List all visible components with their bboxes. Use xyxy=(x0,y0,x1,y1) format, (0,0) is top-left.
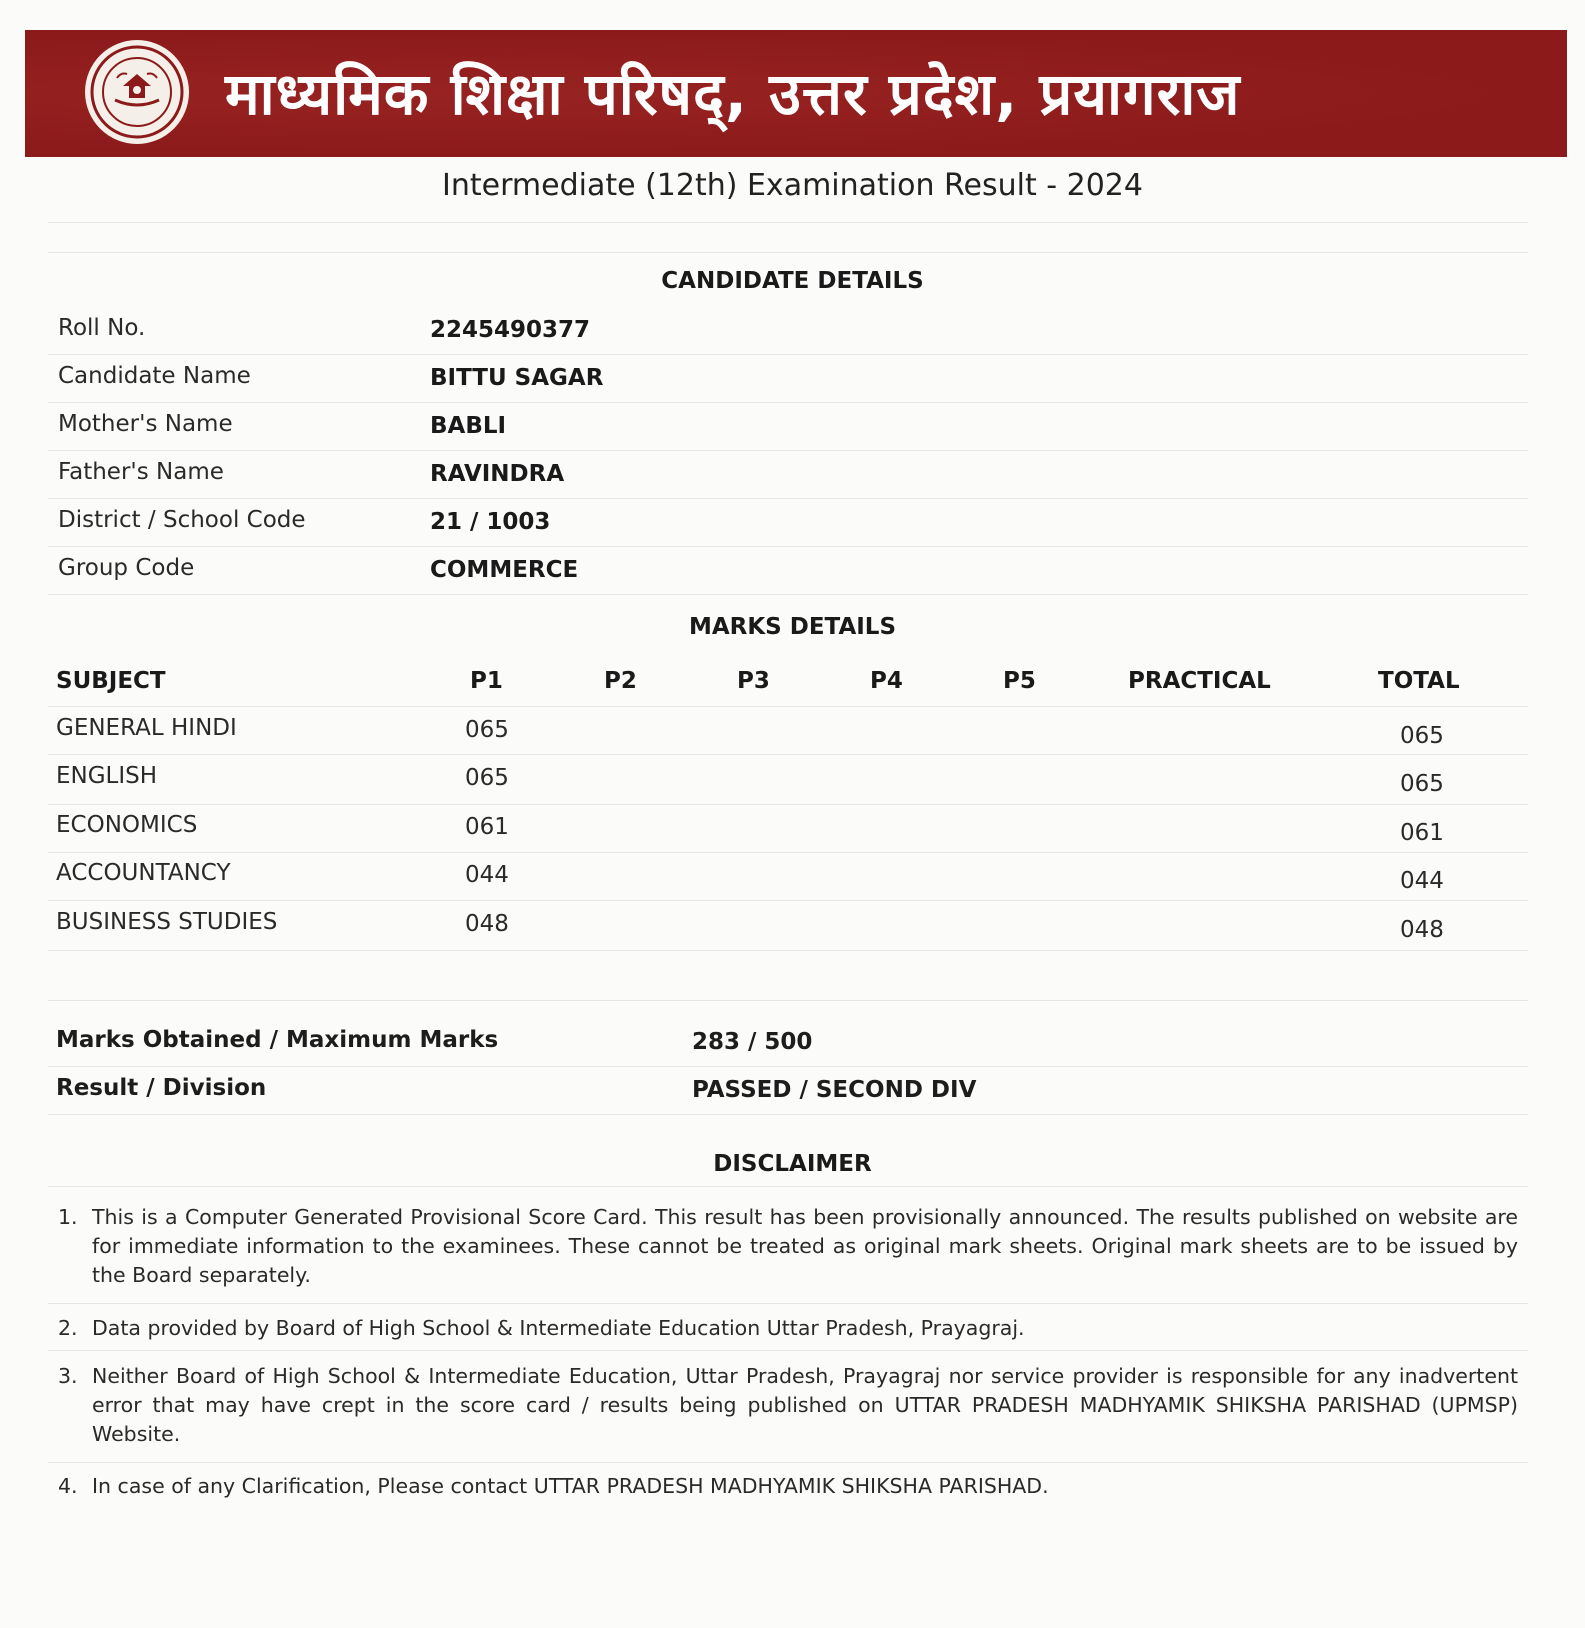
subject-p1: 065 xyxy=(465,765,509,791)
subject-p1: 065 xyxy=(465,717,509,743)
subject-name: GENERAL HINDI xyxy=(56,715,237,741)
marks-obtained-label: Marks Obtained / Maximum Marks xyxy=(56,1027,499,1053)
candidate-name-label: Candidate Name xyxy=(58,363,251,389)
divider xyxy=(48,804,1528,805)
mother-name-label: Mother's Name xyxy=(58,411,233,437)
board-title: माध्यमिक शिक्षा परिषद्, उत्तर प्रदेश, प्रयागराज xyxy=(225,60,1241,128)
subject-p1: 048 xyxy=(465,911,509,937)
divider xyxy=(48,1000,1528,1001)
group-code-label: Group Code xyxy=(58,555,195,581)
district-school-code-value: 21 / 1003 xyxy=(430,509,551,535)
candidate-details-heading: CANDIDATE DETAILS xyxy=(661,268,924,294)
divider xyxy=(48,1350,1528,1351)
disclaimer-text: This is a Computer Generated Provisional Score Card. This result has been provisionally announced. The results published on website are for immediate information to the examinees. These cannot be treated as original mark sheets. Original mark sheets are to be issued by the Board separately. xyxy=(92,1205,1518,1287)
divider xyxy=(48,852,1528,853)
disclaimer-item xyxy=(58,1203,1518,1290)
subject-total: 065 xyxy=(1400,771,1444,797)
subject-total: 048 xyxy=(1400,917,1444,943)
father-name-label: Father's Name xyxy=(58,459,224,485)
col-p1: P1 xyxy=(470,668,503,694)
col-p4: P4 xyxy=(870,668,903,694)
subject-total: 044 xyxy=(1400,868,1444,894)
mother-name-value: BABLI xyxy=(430,413,507,439)
result-title: Intermediate (12th) Examination Result - 2024 xyxy=(442,168,1143,203)
result-division-value: PASSED / SECOND DIV xyxy=(692,1077,977,1103)
subject-total: 061 xyxy=(1400,820,1444,846)
divider xyxy=(48,1186,1528,1187)
divider xyxy=(48,546,1528,547)
result-division-label: Result / Division xyxy=(56,1075,267,1101)
candidate-name-value: BITTU SAGAR xyxy=(430,365,604,391)
col-p2: P2 xyxy=(604,668,637,694)
subject-name: BUSINESS STUDIES xyxy=(56,909,278,935)
disclaimer-text: In case of any Clarification, Please contact UTTAR PRADESH MADHYAMIK SHIKSHA PARISHAD. xyxy=(92,1474,1049,1498)
subject-p1: 061 xyxy=(465,814,509,840)
divider xyxy=(48,450,1528,451)
disclaimer-text: Data provided by Board of High School & Intermediate Education Uttar Pradesh, Prayagraj. xyxy=(92,1316,1025,1340)
divider xyxy=(48,706,1528,707)
col-practical: PRACTICAL xyxy=(1128,668,1271,694)
disclaimer-heading: DISCLAIMER xyxy=(713,1151,872,1177)
divider xyxy=(48,1114,1528,1115)
roll-no-value: 2245490377 xyxy=(430,317,591,343)
disclaimer-item xyxy=(58,1314,1518,1343)
divider xyxy=(48,354,1528,355)
disclaimer-number: 2. xyxy=(58,1316,78,1340)
col-subject: SUBJECT xyxy=(56,668,166,694)
col-p5: P5 xyxy=(1003,668,1036,694)
divider xyxy=(48,1462,1528,1463)
subject-name: ACCOUNTANCY xyxy=(56,860,231,886)
disclaimer-item xyxy=(58,1472,1518,1501)
marks-details-heading: MARKS DETAILS xyxy=(688,614,897,640)
subject-name: ECONOMICS xyxy=(56,812,198,838)
divider xyxy=(48,594,1528,595)
father-name-value: RAVINDRA xyxy=(430,461,565,487)
subject-name: ENGLISH xyxy=(56,763,158,789)
divider xyxy=(48,1066,1528,1067)
divider xyxy=(48,754,1528,755)
roll-no-label: Roll No. xyxy=(58,315,146,341)
header-banner xyxy=(25,30,1567,157)
disclaimer-item xyxy=(58,1362,1518,1449)
divider xyxy=(48,1303,1528,1304)
divider xyxy=(48,900,1528,901)
disclaimer-text: Neither Board of High School & Intermediate Education, Uttar Pradesh, Prayagraj nor service provider is responsible for any inadvertent error that may have crept in the score card / results being published on UTTAR PRADESH MADHYAMIK SHIKSHA PARISHAD (UPMSP) Website. xyxy=(92,1364,1518,1446)
group-code-value: COMMERCE xyxy=(430,557,579,583)
col-p3: P3 xyxy=(737,668,770,694)
divider xyxy=(48,402,1528,403)
marks-obtained-value: 283 / 500 xyxy=(692,1029,813,1055)
district-school-code-label: District / School Code xyxy=(58,507,306,533)
disclaimer-number: 3. xyxy=(58,1364,78,1388)
subject-p1: 044 xyxy=(465,862,509,888)
disclaimer-number: 4. xyxy=(58,1474,78,1498)
col-total: TOTAL xyxy=(1378,668,1460,694)
divider xyxy=(48,252,1528,253)
subject-total: 065 xyxy=(1400,723,1444,749)
divider xyxy=(48,222,1528,223)
divider xyxy=(48,950,1528,951)
disclaimer-number: 1. xyxy=(58,1205,78,1229)
up-government-emblem-icon xyxy=(83,38,191,146)
divider xyxy=(48,498,1528,499)
